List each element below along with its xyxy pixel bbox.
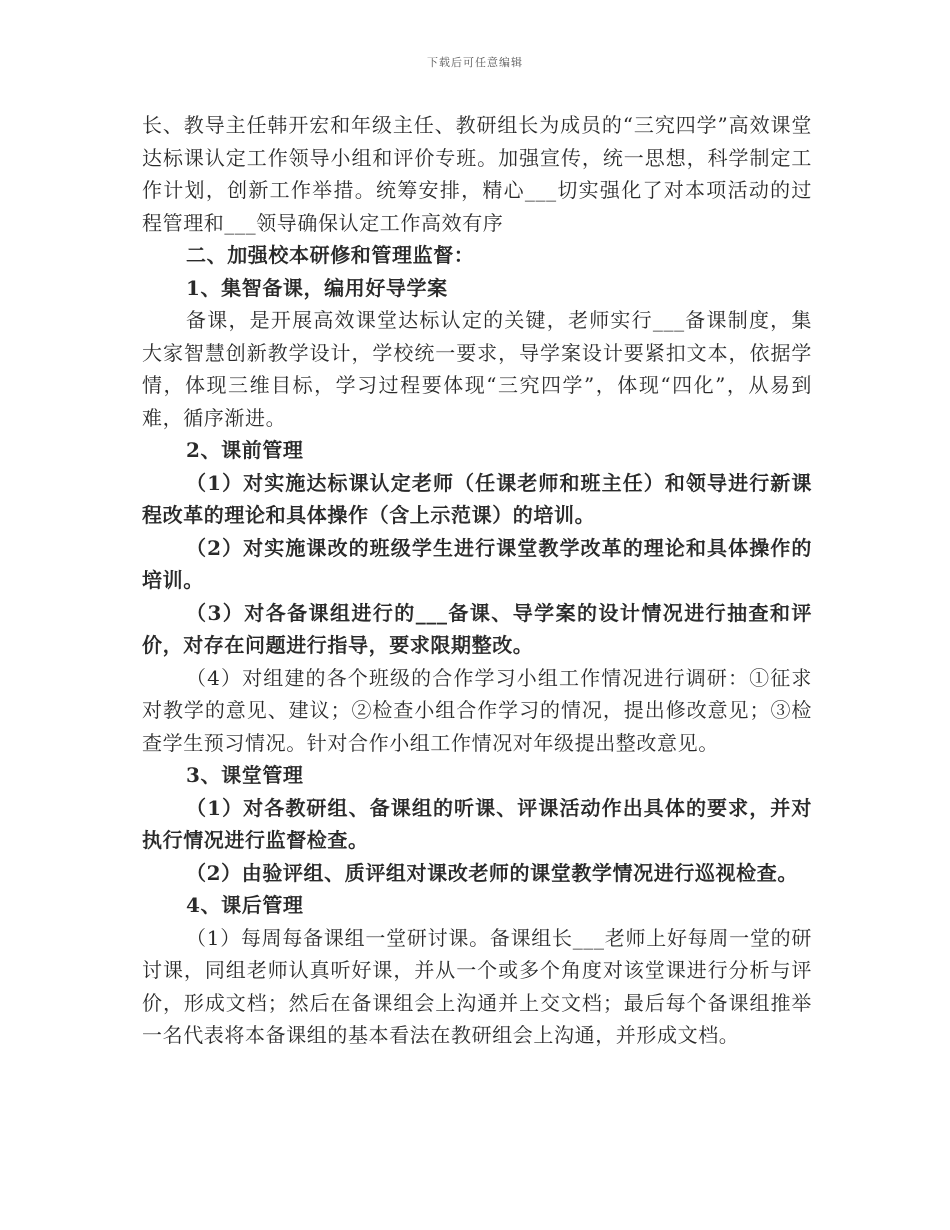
subheading-lesson-prep: 1、集智备课，编用好导学案 [186,275,448,300]
item-pre-class-3: （3）对各备课组进行的___备课、导学案的设计情况进行抽查和评价，对存在问题进行指导，要求限期整改。 [142,600,812,657]
subheading-pre-class: 2、课前管理 [186,438,304,462]
paragraph-leading-group: 长、教导主任韩开宏和年级主任、教研组长为成员的“三究四学”高效课堂达标课认定工作领导小组和评价专班。加强宣传，统一思想，科学制定工作计划，创新工作举措。统筹安排，精心___切实强化了对本项活动的过程管理和___领导确保认定工作高效有序 [142,113,812,235]
document-body [142,109,812,1052]
item-pre-class-2: （2）对实施课改的班级学生进行课堂教学改革的理论和具体操作的培训。 [142,535,812,592]
subheading-after-class: 4、课后管理 [186,893,304,917]
item-classroom-2: （2）由验评组、质评组对课改老师的课堂教学情况进行巡视检查。 [186,860,798,885]
page-header: 下载后可任意编辑 [427,56,523,69]
paragraph-lesson-prep: 备课，是开展高效课堂达标认定的关键，老师实行___备课制度，集大家智慧创新教学设计，学校统一要求，导学案设计要紧扣文本，依据学情，体现三维目标，学习过程要体现“三究四学”，体现“四化”，从易到难，循序渐进。 [142,308,812,430]
subheading-classroom: 3、课堂管理 [186,763,304,787]
section-heading-2: 二、加强校本研修和管理监督： [186,243,475,267]
item-pre-class-1: （1）对实施达标课认定老师（任课老师和班主任）和领导进行新课程改革的理论和具体操作（含上示范课）的培训。 [142,470,812,527]
item-classroom-1: （1）对各教研组、备课组的听课、评课活动作出具体的要求，并对执行情况进行监督检查。 [142,795,812,852]
item-pre-class-4: （4）对组建的各个班级的合作学习小组工作情况进行调研：①征求对教学的意见、建议；②检查小组合作学习的情况，提出修改意见；③检查学生预习情况。针对合作小组工作情况对年级提出整改意见。 [142,665,812,755]
item-after-class-1: （1）每周每备课组一堂研讨课。备课组长___老师上好每周一堂的研讨课，同组老师认真听好课，并从一个或多个角度对该堂课进行分析与评价，形成文档；然后在备课组会上沟通并上交文档；最后每个备课组推举一名代表将本备课组的基本看法在教研组会上沟通，并形成文档。 [142,925,812,1047]
